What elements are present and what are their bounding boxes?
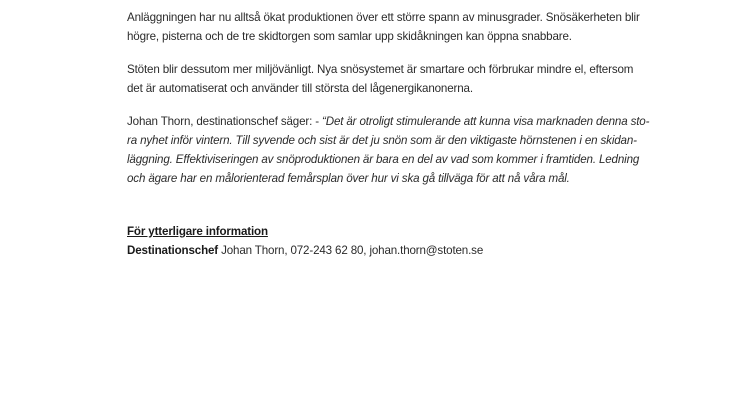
quote-line: läggning. Effektiviseringen av snöproduktionen är bara en del av vad som kommer i framtiden. Ledning bbox=[127, 153, 640, 166]
text-line: Anläggningen har nu alltså ökat produktionen över ett större spann av minusgrader. Snösäkerheten blir bbox=[127, 11, 640, 24]
text-line: Stöten blir dessutom mer miljövänligt. Nya snösystemet är smartare och förbrukar mindre el, eftersom bbox=[127, 63, 634, 76]
quote-first-line bbox=[127, 112, 650, 131]
more-info-heading: För ytterligare information bbox=[127, 225, 268, 238]
contact-role: Destinationschef bbox=[127, 244, 219, 257]
document-body bbox=[127, 8, 650, 260]
text-line: högre, pisterna och de tre skidtorgen som samlar upp skidåkningen kan öppna snabbare. bbox=[127, 30, 572, 43]
quote-speaker: Johan Thorn, destinationschef säger: - bbox=[127, 115, 323, 128]
text-line: det är automatiserat och använder till största del lågenergikanonerna. bbox=[127, 82, 473, 95]
quote-text: “Det är otroligt stimulerande att kunna visa marknaden denna sto- bbox=[322, 115, 650, 128]
paragraph-production bbox=[127, 8, 647, 46]
paragraph-environment bbox=[127, 60, 647, 98]
quote-line: ra nyhet inför vintern. Till syvende och sist är det ju snön som är den viktigaste hörnstenen i en skidan- bbox=[127, 134, 637, 147]
more-info-section bbox=[127, 222, 647, 260]
quote-line: och ägare har en målorienterad femårsplan över hur vi ska gå tillväga för att nå våra mål. bbox=[127, 172, 570, 185]
contact-line bbox=[127, 241, 647, 260]
section-spacer bbox=[127, 202, 647, 222]
paragraph-quote bbox=[127, 112, 650, 188]
contact-details: Johan Thorn, 072-243 62 80, johan.thorn@stoten.se bbox=[218, 244, 484, 257]
